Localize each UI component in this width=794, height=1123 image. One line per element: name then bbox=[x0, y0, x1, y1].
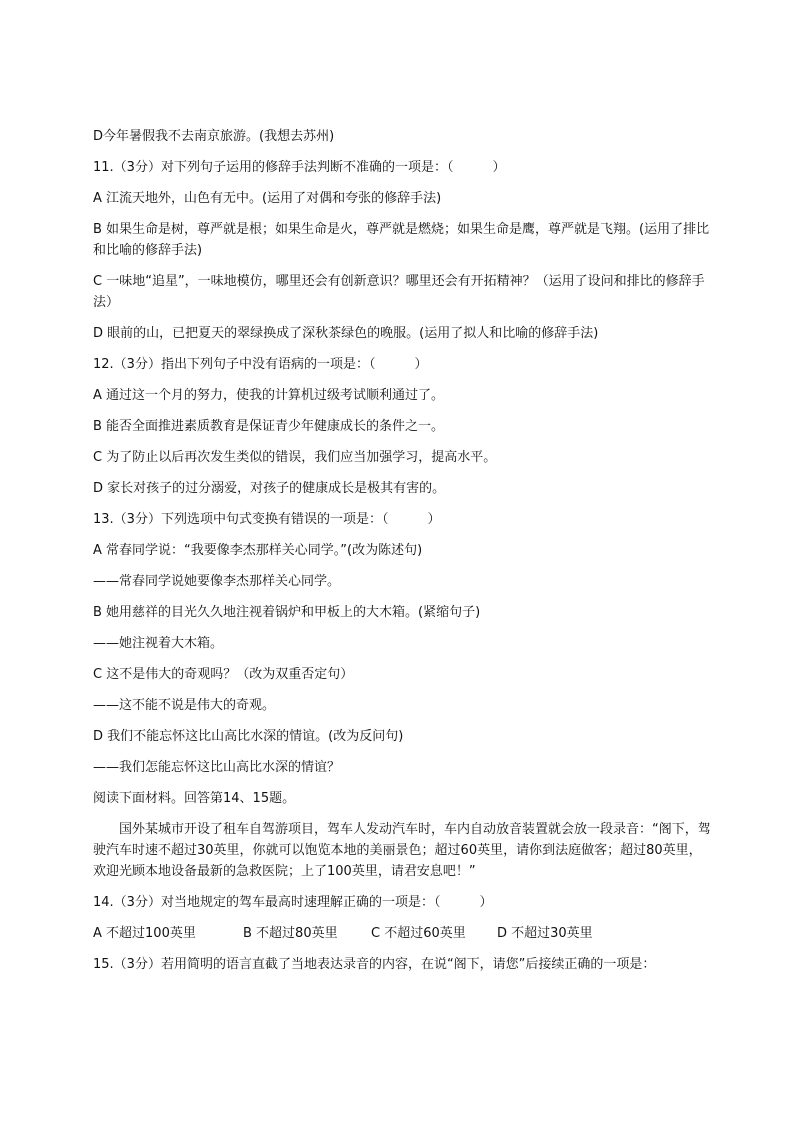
q14-option-d: D 不超过30英里 bbox=[497, 926, 593, 941]
q13-option-a-answer: ——常春同学说她要像李杰那样关心同学。 bbox=[93, 574, 341, 589]
q12-stem: 12.（3分）指出下列句子中没有语病的一项是：（ ） bbox=[93, 357, 428, 372]
q11-option-d: D 眼前的山，已把夏天的翠绿换成了深秋茶绿色的晚服。(运用了拟人和比喻的修辞手法) bbox=[93, 326, 599, 341]
q13-option-d: D 我们不能忘怀这比山高比水深的情谊。(改为反问句) bbox=[93, 729, 404, 744]
q13-option-b: B 她用慈祥的目光久久地注视着锅炉和甲板上的大木箱。(紧缩句子) bbox=[93, 605, 481, 620]
q11-stem: 11.（3分）对下列句子运用的修辞手法判断不准确的一项是：（ ） bbox=[93, 160, 506, 175]
q14-stem: 14.（3分）对当地规定的驾车最高时速理解正确的一项是：（ ） bbox=[93, 895, 493, 910]
q13-option-a: A 常春同学说：“我要像李杰那样关心同学。”(改为陈述句) bbox=[93, 543, 423, 558]
q13-stem: 13.（3分）下列选项中句式变换有错误的一项是：（ ） bbox=[93, 512, 441, 527]
q12-option-c: C 为了防止以后再次发生类似的错误，我们应当加强学习，提高水平。 bbox=[93, 450, 497, 465]
q14-option-a: A 不超过100英里 bbox=[93, 926, 196, 941]
q14-option-c: C 不超过60英里 bbox=[371, 926, 466, 941]
q11-option-c: C 一味地“追星”，一味地模仿，哪里还会有创新意识？哪里还会有开拓精神？（运用了设问和排比的修辞手法） bbox=[93, 274, 705, 310]
q12-option-b: B 能否全面推进素质教育是保证青少年健康成长的条件之一。 bbox=[93, 419, 445, 434]
q11-option-a: A 江流天地外，山色有无中。(运用了对偶和夸张的修辞手法) bbox=[93, 191, 442, 206]
q13-option-d-answer: ——我们怎能忘怀这比山高比水深的情谊？ bbox=[93, 760, 341, 775]
q15-stem: 15.（3分）若用简明的语言直截了当地表达录音的内容，在说“阁下，请您”后接续正确的一项是： bbox=[93, 957, 656, 972]
q13-option-c: C 这不是伟大的奇观吗？（改为双重否定句） bbox=[93, 667, 354, 682]
q11-option-b: B 如果生命是树，尊严就是根；如果生命是火，尊严就是燃烧；如果生命是鹰，尊严就是飞翔。(运用了排比和比喻的修辞手法) bbox=[93, 222, 710, 258]
q14-option-b: B 不超过80英里 bbox=[243, 926, 338, 941]
reading-instruction: 阅读下面材料。回答第14、15题。 bbox=[93, 791, 296, 806]
page-content bbox=[93, 126, 711, 985]
q13-option-b-answer: ——她注视着大木箱。 bbox=[93, 636, 224, 651]
q14-options bbox=[93, 923, 711, 944]
q10-option-d: D今年暑假我不去南京旅游。(我想去苏州) bbox=[93, 129, 335, 144]
reading-passage: 国外某城市开设了租车自驾游项目，驾车人发动汽车时，车内自动放音装置就会放一段录音：“阁下，驾驶汽车时速不超过30英里，你就可以饱览本地的美丽景色；超过60英里，请你到法庭做客；超过80英里，欢迎光顾本地设备最新的急救医院；上了100英里，请君安息吧！” bbox=[93, 822, 711, 879]
q12-option-a: A 通过这一个月的努力，使我的计算机过级考试顺利通过了。 bbox=[93, 388, 445, 403]
q12-option-d: D 家长对孩子的过分溺爱，对孩子的健康成长是极其有害的。 bbox=[93, 481, 446, 496]
q13-option-c-answer: ——这不能不说是伟大的奇观。 bbox=[93, 698, 276, 713]
